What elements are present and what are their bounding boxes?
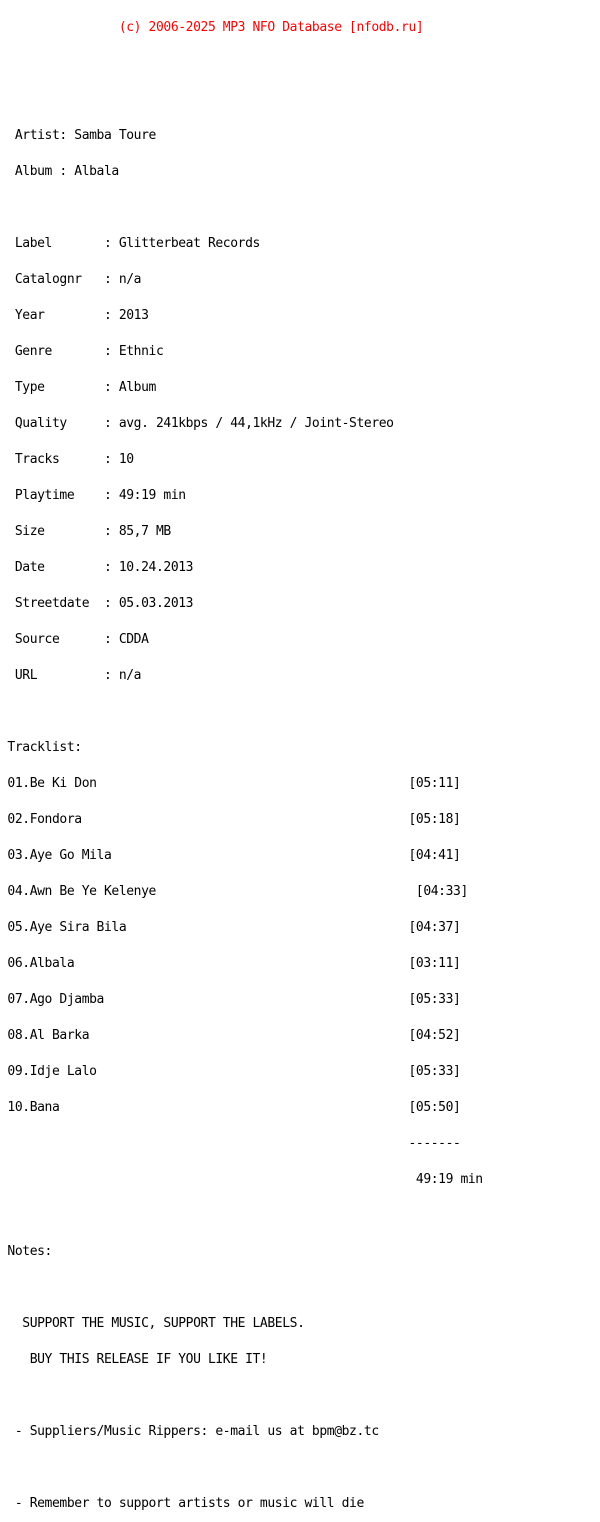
track-line: 06.Albala [03:11] xyxy=(0,956,461,971)
nfo-line xyxy=(0,1462,483,1474)
nfo-line xyxy=(0,1282,483,1294)
streetdate-line: Streetdate : 05.03.2013 xyxy=(0,596,194,611)
url-line: URL : n/a xyxy=(0,668,142,683)
track-line: 07.Ago Djamba [05:33] xyxy=(0,992,461,1007)
nfo-header-line: (c) 2006-2025 MP3 NFO Database [nfodb.ru] xyxy=(0,20,424,35)
track-line: 03.Aye Go Mila [04:41] xyxy=(0,848,461,863)
type-line: Type : Album xyxy=(0,380,156,395)
total-playtime: 49:19 min xyxy=(0,1172,483,1187)
suppliers-note: - Suppliers/Music Rippers: e-mail us at bpm@bz.tc xyxy=(0,1424,379,1439)
nfo-line xyxy=(0,94,483,106)
label-line: Label : Glitterbeat Records xyxy=(0,236,260,251)
track-line: 01.Be Ki Don [05:11] xyxy=(0,776,461,791)
genre-line: Genre : Ethnic xyxy=(0,344,164,359)
tracks-line: Tracks : 10 xyxy=(0,452,134,467)
nfo-line xyxy=(0,202,483,214)
track-line: 10.Bana [05:50] xyxy=(0,1100,461,1115)
date-line: Date : 10.24.2013 xyxy=(0,560,194,575)
nfo-line xyxy=(0,1210,483,1222)
size-line: Size : 85,7 MB xyxy=(0,524,171,539)
quality-line: Quality : avg. 241kbps / 44,1kHz / Joint-Stereo xyxy=(0,416,394,431)
track-line: 05.Aye Sira Bila [04:37] xyxy=(0,920,461,935)
playtime-line: Playtime : 49:19 min xyxy=(0,488,186,503)
artist-line: Artist: Samba Toure xyxy=(0,128,156,143)
notes-line: SUPPORT THE MUSIC, SUPPORT THE LABELS. xyxy=(0,1316,305,1331)
track-line: 09.Idje Lalo [05:33] xyxy=(0,1064,461,1079)
track-line: 08.Al Barka [04:52] xyxy=(0,1028,461,1043)
nfo-line xyxy=(0,58,483,70)
nfo-line xyxy=(0,1390,483,1402)
tracklist-heading: Tracklist: xyxy=(0,740,82,755)
total-divider: ------- xyxy=(0,1136,461,1151)
nfo-line xyxy=(0,706,483,718)
catalognr-line: Catalognr : n/a xyxy=(0,272,142,287)
source-line: Source : CDDA xyxy=(0,632,149,647)
support-note: - Remember to support artists or music will die xyxy=(0,1496,364,1511)
album-line: Album : Albala xyxy=(0,164,119,179)
track-line: 02.Fondora [05:18] xyxy=(0,812,461,827)
year-line: Year : 2013 xyxy=(0,308,149,323)
notes-line: BUY THIS RELEASE IF YOU LIKE IT! xyxy=(0,1352,268,1367)
track-line: 04.Awn Be Ye Kelenye [04:33] xyxy=(0,884,468,899)
notes-heading: Notes: xyxy=(0,1244,52,1259)
